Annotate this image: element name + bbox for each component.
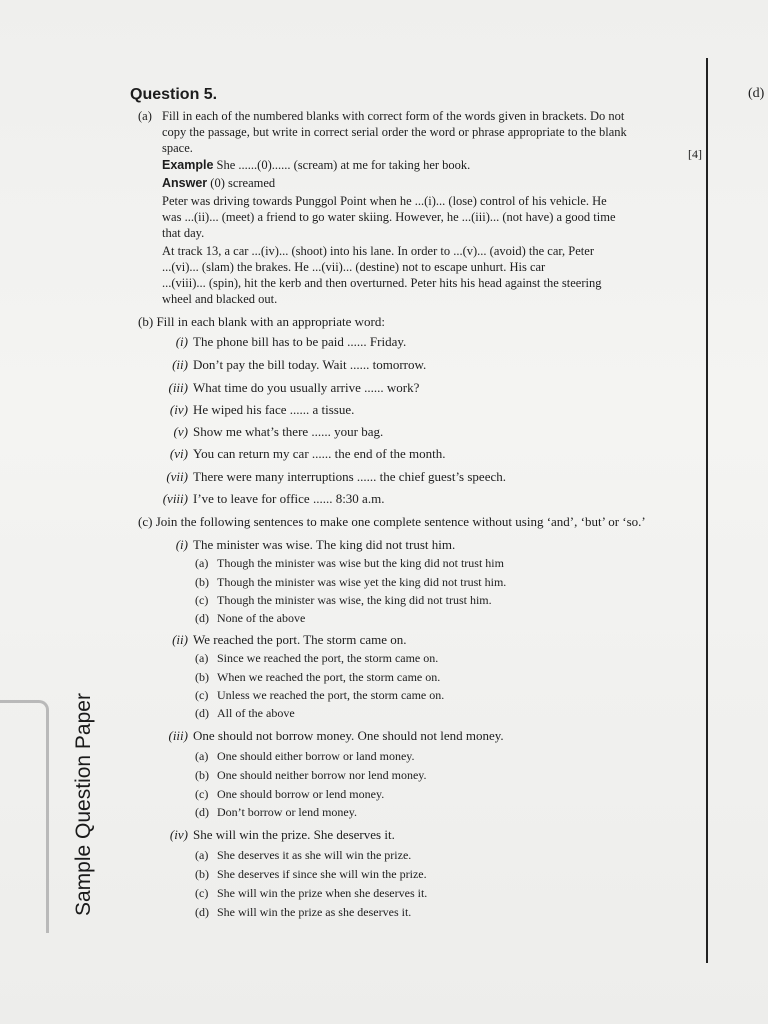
example-label: Example xyxy=(162,158,214,172)
passage1-line-3: that day. xyxy=(162,226,205,240)
answer-text: (0) screamed xyxy=(210,176,276,190)
option: ( a ) One should either borrow or land money. xyxy=(195,749,415,764)
part-b-item: ( iv ) He wiped his face ...... a tissue. xyxy=(150,402,354,418)
passage1-line-1: Peter was driving towards Punggol Point when he ...(i)... (lose) control of his vehicle. He xyxy=(162,194,607,208)
part-b-instruction: Fill in each blank with an appropriate word: xyxy=(156,314,385,329)
option: ( a ) Though the minister was wise but the king did not trust him xyxy=(195,556,504,571)
option: ( c ) She will win the prize when she deserves it. xyxy=(195,886,427,901)
answer-label: Answer xyxy=(162,176,208,190)
part-b-item: ( viii ) I’ve to leave for office ...... 8:30 a.m. xyxy=(150,491,384,507)
part-a-key: (a) xyxy=(138,109,152,123)
option: ( b ) She deserves if since she will win the prize. xyxy=(195,867,427,882)
part-b-item: ( iii ) What time do you usually arrive ...... work? xyxy=(150,380,419,396)
option: ( b ) One should neither borrow nor lend money. xyxy=(195,768,427,783)
option: ( d ) All of the above xyxy=(195,706,295,721)
part-b-item: ( vii ) There were many interruptions ...... the chief guest’s speech. xyxy=(150,469,506,485)
example-row xyxy=(162,158,470,173)
option: ( c ) One should borrow or lend money. xyxy=(195,787,384,802)
side-label: Sample Question Paper xyxy=(72,693,95,916)
option: ( d ) Don’t borrow or lend money. xyxy=(195,805,357,820)
option: ( c ) Unless we reached the port, the storm came on. xyxy=(195,688,444,703)
part-a-marks: [ 4 ] xyxy=(688,147,702,162)
corner-letter: ( d ) xyxy=(748,86,764,102)
part-c-instruction: Join the following sentences to make one complete sentence without using ‘and’, ‘but’ or ‘so.’ xyxy=(155,514,646,529)
part-b-item: ( ii ) Don’t pay the bill today. Wait ...... tomorrow. xyxy=(150,357,426,373)
part-a-instruction-line-3: space. xyxy=(162,141,193,155)
passage2-line-2: ...(vi)... (slam) the brakes. He ...(vii)... (destine) not to escape unhurt. His car xyxy=(162,260,546,274)
passage1-line-2: was ...(ii)... (meet) a friend to go water skiing. However, he ...(iii)... (not have) a good time xyxy=(162,210,616,224)
example-text: She ......(0)...... (scream) at me for taking her book. xyxy=(216,158,471,172)
answer-row xyxy=(162,176,275,191)
question-title: Question 5. xyxy=(130,86,218,103)
part-b-key: ( b ) xyxy=(138,314,156,329)
part-c-key: ( c ) xyxy=(138,514,156,529)
option: ( d ) She will win the prize as she deserves it. xyxy=(195,905,411,920)
part-b-header xyxy=(138,314,385,330)
option: ( a ) She deserves it as she will win the prize. xyxy=(195,848,411,863)
part-b-item: ( vi ) You can return my car ...... the end of the month. xyxy=(150,446,445,462)
option: ( b ) When we reached the port, the storm came on. xyxy=(195,670,440,685)
passage2-line-4: wheel and blacked out. xyxy=(162,292,278,306)
part-b-item: ( v ) Show me what’s there ...... your bag. xyxy=(150,424,383,440)
part-c-question: ( i ) The minister was wise. The king did not trust him. xyxy=(150,537,455,553)
part-c-question: ( ii ) We reached the port. The storm came on. xyxy=(150,632,407,648)
option: ( d ) None of the above xyxy=(195,611,305,626)
option: ( b ) Though the minister was wise yet the king did not trust him. xyxy=(195,575,506,590)
margin-rule xyxy=(706,58,708,963)
part-c-question: ( iii ) One should not borrow money. One should not lend money. xyxy=(150,728,504,744)
part-a-instruction-line-1: Fill in each of the numbered blanks with correct form of the words given in brackets. Do not xyxy=(162,109,625,123)
option: ( a ) Since we reached the port, the storm came on. xyxy=(195,651,438,666)
option: ( c ) Though the minister was wise, the king did not trust him. xyxy=(195,593,492,608)
passage2-line-3: ...(viii)... (spin), hit the kerb and then overturned. Peter hits his head against the steering xyxy=(162,276,602,290)
part-c-header xyxy=(138,514,646,530)
passage2-line-1: At track 13, a car ...(iv)... (shoot) into his lane. In order to ...(v)... (avoid) the car, Peter xyxy=(162,244,594,258)
side-tab xyxy=(0,700,49,933)
part-a-instruction-line-2: copy the passage, but write in correct serial order the word or phrase appropriate to the blank xyxy=(162,125,627,139)
part-c-question: ( iv ) She will win the prize. She deserves it. xyxy=(150,827,395,843)
part-b-item: ( i ) The phone bill has to be paid ...... Friday. xyxy=(150,334,406,350)
